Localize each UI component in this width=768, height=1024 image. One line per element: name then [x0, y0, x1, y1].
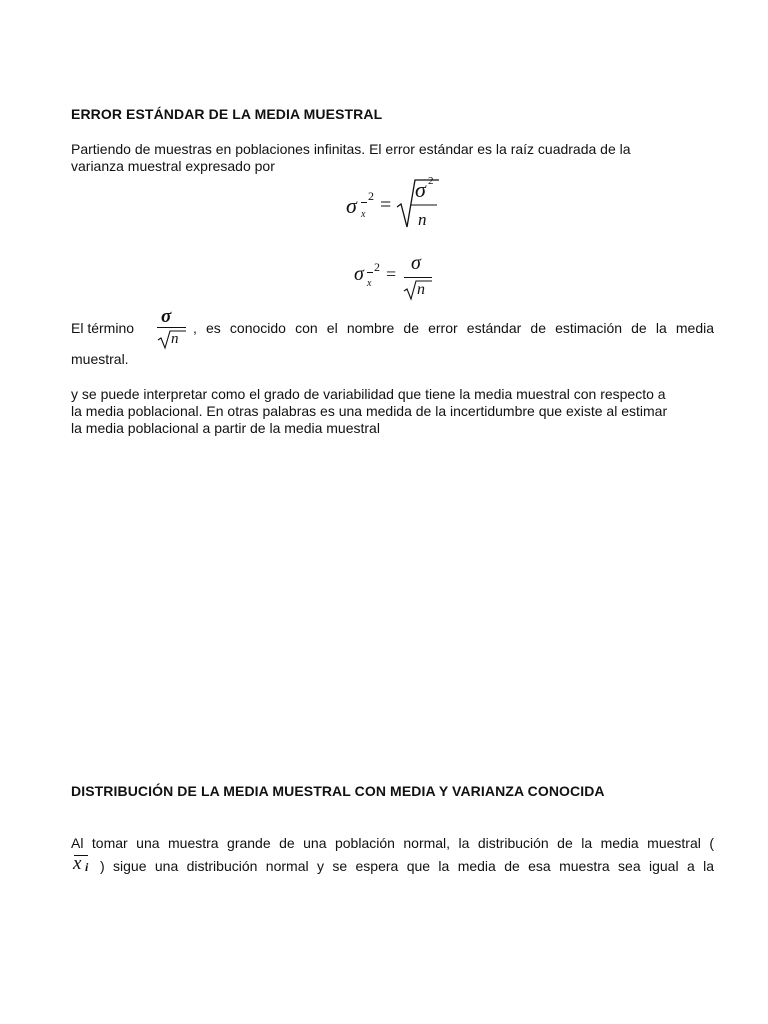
- formula1-subscript-x: x: [361, 209, 366, 220]
- inline-frac-n: n: [171, 331, 179, 347]
- formula1-den-n: n: [418, 210, 427, 229]
- section2-line-1: Al tomar una muestra grande de una población normal, la distribución de la media muestral (: [71, 835, 714, 851]
- formula-variance-sqrt: [340, 175, 450, 235]
- formula2-den-n: n: [417, 281, 425, 298]
- section2-line-2: ) sigue una distribución normal y se espera que la media de esa muestra sea igual a la: [100, 858, 714, 874]
- formula2-num-sigma: σ: [411, 252, 421, 274]
- section-heading-error-estandar: ERROR ESTÁNDAR DE LA MEDIA MUESTRAL: [71, 106, 383, 122]
- formula-standard-error: [348, 252, 448, 307]
- xi-x: x: [73, 853, 82, 874]
- term-description-line-2: muestral.: [71, 351, 129, 367]
- formula1-sigma: σ: [346, 193, 357, 218]
- inline-xi-symbol: [72, 853, 100, 875]
- interp-line-2: la media poblacional. En otras palabras es una medida de la incertidumbre que existe al estimar: [71, 403, 668, 419]
- formula1-exponent: 2: [368, 189, 374, 203]
- formula2-fraction-bar: [404, 277, 432, 278]
- formula1-subscript-bar: [361, 202, 367, 203]
- formula2-subscript-x: x: [367, 278, 372, 289]
- term-label: El término: [71, 320, 135, 336]
- formula2-exponent: 2: [374, 260, 380, 274]
- formula1-num-sigma: σ: [415, 177, 426, 202]
- formula1-equals: =: [380, 194, 392, 216]
- inline-frac-bar: [157, 327, 186, 328]
- formula2-equals: =: [386, 264, 397, 284]
- intro-line-1: Partiendo de muestras en poblaciones infinitas. El error estándar es la raíz cuadrada de la: [71, 141, 631, 157]
- formula1-num-exponent: 2: [428, 175, 434, 187]
- xi-subscript-i: i: [85, 860, 89, 874]
- section-heading-distribucion: DISTRIBUCIÓN DE LA MEDIA MUESTRAL CON MEDIA Y VARIANZA CONOCIDA: [71, 783, 605, 799]
- inline-frac-sigma: σ: [161, 306, 172, 327]
- inline-fraction-sigma-sqrt-n: [157, 306, 189, 353]
- intro-line-2: varianza muestral expresado por: [71, 158, 275, 174]
- formula2-subscript-bar: [367, 272, 373, 273]
- formula2-sigma: σ: [354, 263, 364, 285]
- interp-line-3: la media poblacional a partir de la media muestral: [71, 420, 380, 436]
- interp-line-1: y se puede interpretar como el grado de variabilidad que tiene la media muestral con respecto a: [71, 386, 666, 402]
- term-description: , es conocido con el nombre de error estándar de estimación de la media: [193, 320, 714, 336]
